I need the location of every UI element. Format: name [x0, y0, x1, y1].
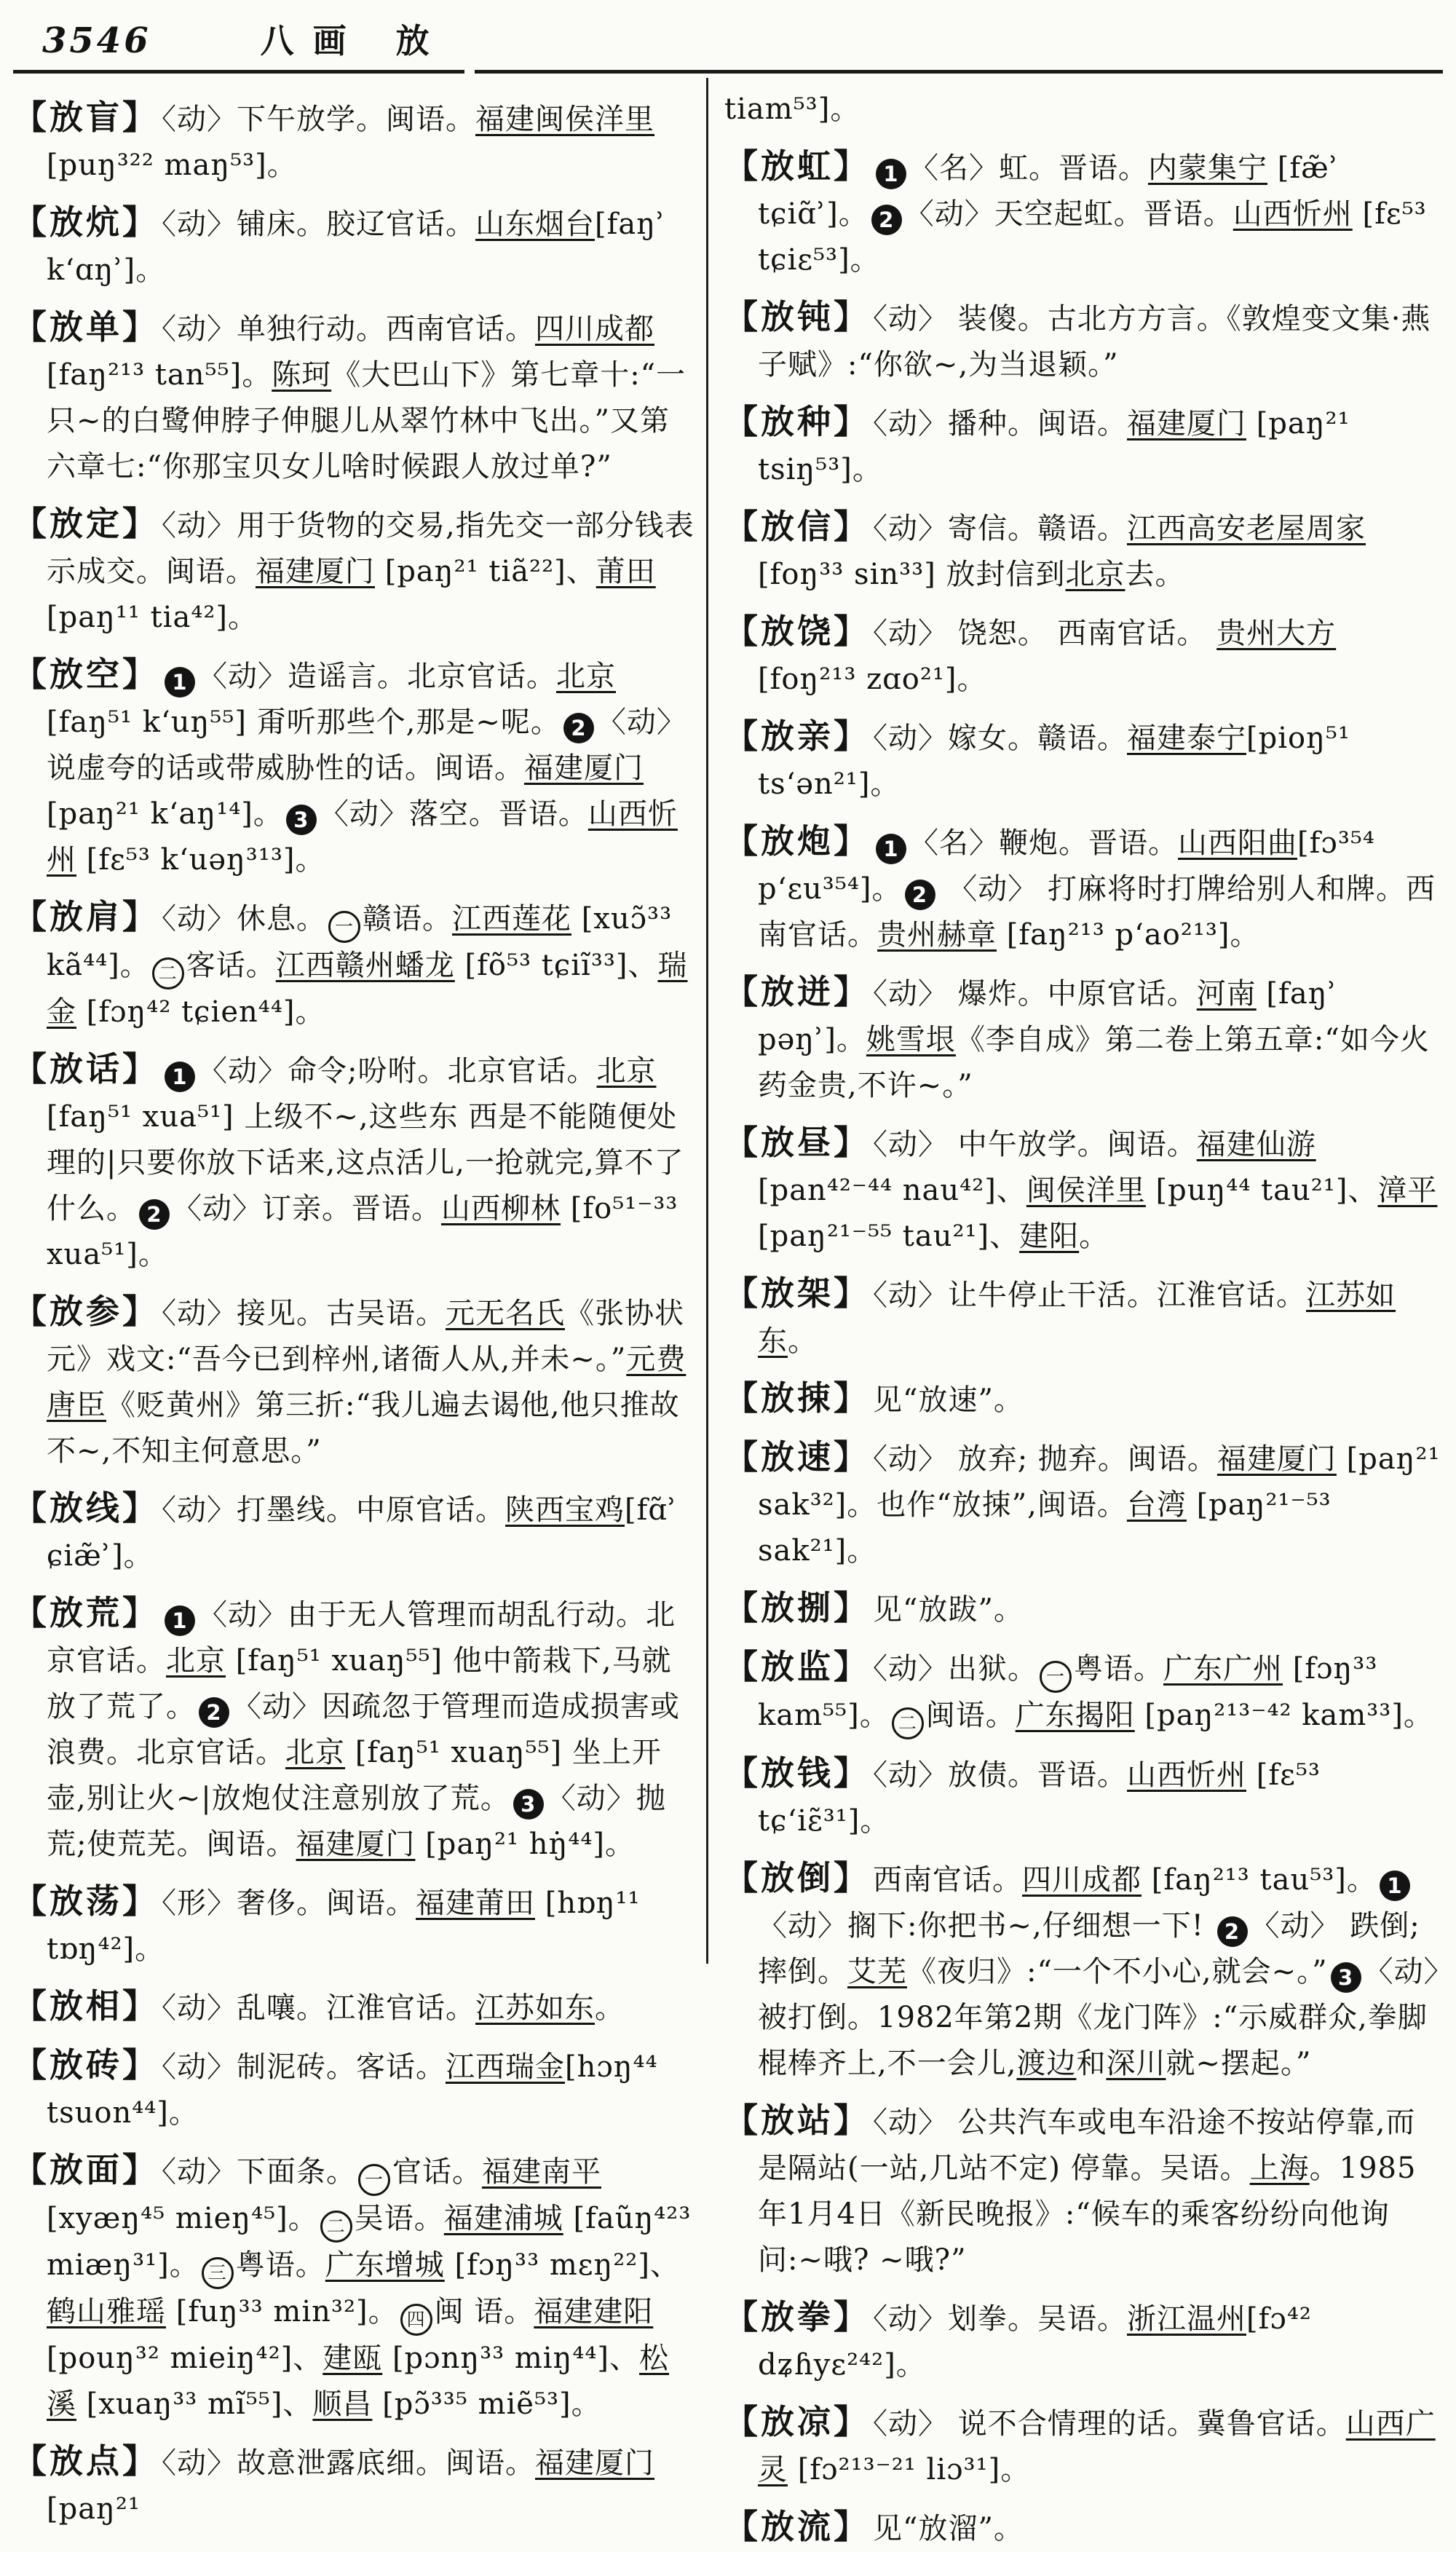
- entry-body: 〈动〉制泥砖。客话。江西瑞金[hɔŋ⁴⁴ tsuon⁴⁴]。: [47, 2050, 658, 2130]
- page-number: 3546: [42, 20, 151, 61]
- entry-body: 1 〈动〉命令;吩咐。北京官话。北京 [faŋ⁵¹ xua⁵¹] 上级不~,这些东 西是不能随便处理的|只要你放下话来,这点活儿,一抢就完,算不了什么。 2 〈动〉订亲。晋语。山西柳林 [fo⁵¹⁻³³ xua⁵¹]。: [47, 1054, 684, 1271]
- entry-body: 〈动〉 装傻。古北方方言。《敦煌变文集·燕子赋》:“你欲~,为当退颖。”: [758, 302, 1431, 382]
- subsense-3-badge: 三: [202, 2257, 234, 2289]
- sense-2-badge: 2: [905, 880, 935, 910]
- dictionary-entry: [724, 609, 1441, 703]
- dictionary-entry: [13, 2438, 696, 2532]
- subsense-1-badge: 一: [358, 2164, 390, 2196]
- entry-body: 〈动〉接见。古吴语。元无名氏《张协状元》戏文:“吾今已到梓州,诸衙人从,并未~。”元费唐臣《贬黄州》第三折:“我儿遍去谒他,他只推故不~,不知主何意思。”: [47, 1297, 687, 1468]
- dictionary-entry: [724, 1434, 1441, 1574]
- entry-body: 1 〈动〉由于无人管理而胡乱行动。北京官话。北京 [faŋ⁵¹ xuaŋ⁵⁵] 他中箭栽下,马就放了荒了。 2 〈动〉因疏忽于管理而造成损害或浪费。北京官话。北京 [faŋ⁵¹ xuaŋ⁵⁵] 坐上开壶,别让火~|放炮仗注意别放了荒。 3 〈动〉抛荒;使荒芜。闽语。福建厦门 [paŋ²¹ hŋ̇⁴⁴]。: [47, 1598, 680, 1861]
- entry-headword: 【放炕】: [13, 202, 159, 242]
- subsense-2-badge: 二: [152, 957, 184, 989]
- entry-body: 〈动〉下午放学。闽语。福建闽侯洋里 [puŋ³²² maŋ⁵³]。: [47, 103, 654, 182]
- entry-headword: 【放倒】: [724, 1858, 870, 1897]
- dictionary-entry: [13, 1879, 696, 1972]
- entry-body: 〈动〉寄信。赣语。江西高安老屋周家 [foŋ³³ sin³³] 放封信到北京去。: [758, 512, 1366, 591]
- entry-body: 〈动〉休息。 一 赣语。江西莲花 [xuɔ̃³³ kã⁴⁴]。 二 客话。江西赣州蟠龙 [fõ⁵³ tɕiĩ³³]、瑞金 [fɔŋ⁴² tɕien⁴⁴]。: [47, 902, 688, 1029]
- entry-headword: 【放钱】: [724, 1753, 870, 1793]
- column-right: [706, 78, 1441, 2546]
- entry-headword: 【放饶】: [724, 612, 870, 651]
- entry-body: 〈动〉用于货物的交易,指先交一部分钱表示成交。闽语。福建厦门 [paŋ²¹ tiã²²]、莆田 [paŋ¹¹ tia⁴²]。: [47, 509, 695, 634]
- dictionary-entry: [724, 1855, 1441, 2087]
- sense-2-badge: 2: [563, 713, 594, 743]
- subsense-2-badge: 二: [892, 1707, 924, 1739]
- entry-headword: 【放捌】: [724, 1588, 870, 1627]
- entry-headword: 【放相】: [13, 1986, 159, 2026]
- entry-body: 〈动〉让牛停止干活。江淮官话。江苏如东。: [758, 1279, 1396, 1358]
- dictionary-entry: [13, 1289, 696, 1474]
- header-rule: [13, 70, 1443, 74]
- entry-body: 见“放跋”。: [873, 1593, 1024, 1627]
- entry-headword: 【放昼】: [724, 1123, 870, 1162]
- dictionary-entry: [724, 969, 1441, 1109]
- entry-headword: 【放捒】: [724, 1378, 870, 1418]
- column-left: [13, 78, 706, 2526]
- entry-headword: 【放站】: [724, 2101, 870, 2140]
- entry-headword: 【放荡】: [13, 1881, 159, 1921]
- entry-body: 〈动〉放债。晋语。山西忻州 [fɛ⁵³ tɕʻiɛ̃³¹]。: [758, 1758, 1321, 1838]
- entry-body: 西南官话。四川成都 [faŋ²¹³ tau⁵³]。 1〈动〉搁下:你把书~,仔细想一下! 2 〈动〉 跌倒; 摔倒。艾芜《夜归》:“一个不小心,就会~。” 3 〈动〉被打倒。1982年第2期《龙门阵》:“示威群众,拳脚棍棒齐上,不一会儿,渡边和深川就~摆起。”: [758, 1863, 1439, 2080]
- entry-headword: 【放空】: [13, 655, 159, 694]
- dictionary-entry: [13, 1046, 696, 1278]
- dictionary-entry: [724, 2098, 1441, 2283]
- entry-body: 〈动〉 中午放学。闽语。福建仙游 [pan⁴²⁻⁴⁴ nau⁴²]、闽侯洋里 [puŋ⁴⁴ tau²¹]、漳平 [paŋ²¹⁻⁵⁵ tau²¹]、建阳。: [758, 1128, 1438, 1253]
- subsense-1-badge: 一: [1040, 1661, 1072, 1693]
- dictionary-entry: [724, 2504, 1441, 2552]
- entry-headword: 【放种】: [724, 402, 870, 441]
- subsense-1-badge: 一: [328, 911, 360, 943]
- entry-body: 见“放溜”。: [873, 2512, 1024, 2545]
- entry-body: 见“放速”。: [873, 1383, 1024, 1417]
- sense-3-badge: 3: [1331, 1962, 1361, 1993]
- dictionary-entry: [724, 399, 1441, 493]
- dictionary-entry: [13, 894, 696, 1035]
- entry-headword: 【放面】: [13, 2150, 159, 2189]
- entry-body: 〈动〉下面条。 一 官话。福建南平 [xyæŋ⁴⁵ mieŋ⁴⁵]。 二 吴语。福建浦城 [faũŋ⁴²³ miæŋ³¹]。 三 粤语。广东增城 [fɔŋ³³ mɛŋ²²]、鹤山雅瑶 [fuŋ³³ min³²]。 四 闽 语。福建建阳[pouŋ³² mieiŋ⁴²]、建瓯 [pɔnŋ³³ miŋ⁴⁴]、松溪 [xuaŋ³³ mĩ⁵⁵]、顺昌 [pɔ̃³³⁵ miẽ⁵³]。: [47, 2155, 692, 2421]
- dictionary-entry: [724, 1750, 1441, 1844]
- dictionary-entry: [724, 1585, 1441, 1633]
- dictionary-entry: [724, 294, 1441, 388]
- entry-headword: 【放虹】: [724, 146, 870, 186]
- section-title: 八画 放: [260, 21, 448, 60]
- entry-headword: 【放盲】: [13, 98, 159, 137]
- dictionary-entry: [13, 501, 696, 641]
- dictionary-entry: [13, 2042, 696, 2136]
- entry-body: 〈动〉 公共汽车或电车沿途不按站停靠,而是隔站(一站,几站不定) 停靠。吴语。上海。1985年1月4日《新民晚报》:“候车的乘客纷纷向他询问:~哦? ~哦?”: [758, 2106, 1417, 2277]
- subsense-2-badge: 二: [320, 2211, 352, 2243]
- sense-1-badge: 1: [165, 1062, 195, 1092]
- dictionary-entry: [724, 2399, 1441, 2493]
- entry-headword: 【放流】: [724, 2507, 870, 2546]
- sense-2-badge: 2: [139, 1199, 170, 1230]
- sense-3-badge: 3: [513, 1789, 544, 1820]
- entry-headword: 【放速】: [724, 1437, 870, 1477]
- dictionary-entry: [724, 714, 1441, 807]
- sense-3-badge: 3: [286, 805, 317, 835]
- dictionary-entry: [724, 1271, 1441, 1364]
- entry-headword: 【放砖】: [13, 2045, 159, 2085]
- entry-headword: 【放定】: [13, 504, 159, 543]
- entry-headword: 【放亲】: [724, 716, 870, 756]
- entry-headword: 【放话】: [13, 1049, 159, 1089]
- sense-1-badge: 1: [165, 1605, 195, 1636]
- text-columns: [13, 78, 1443, 2546]
- entry-headword: 【放迸】: [724, 972, 870, 1011]
- dictionary-entry: [13, 1983, 696, 2031]
- dictionary-entry: [724, 143, 1441, 283]
- entry-headword: 【放拳】: [724, 2297, 870, 2336]
- dictionary-entry: [13, 2147, 696, 2427]
- entry-body: 〈动〉 饶恕。 西南官话。 贵州大方 [foŋ²¹³ zɑo²¹]。: [758, 617, 1337, 696]
- entry-headword: 【放荒】: [13, 1593, 159, 1632]
- entry-continuation: [724, 87, 1441, 133]
- entry-headword: 【放点】: [13, 2441, 159, 2481]
- entry-body: 1 〈名〉虹。晋语。内蒙集宁 [fæ̃ʾ tɕiɑ̃ʾ]。 2 〈动〉天空起虹。晋语。山西忻州 [fɛ⁵³ tɕiɛ⁵³]。: [758, 151, 1427, 277]
- entry-headword: 【放监】: [724, 1647, 870, 1686]
- entry-body: 〈动〉嫁女。赣语。福建泰宁[pioŋ⁵¹ tsʻən²¹]。: [758, 722, 1350, 801]
- sense-1-badge: 1: [876, 834, 906, 864]
- dictionary-entry: [13, 95, 696, 189]
- dictionary-entry: [13, 1485, 696, 1579]
- dictionary-entry: [13, 200, 696, 293]
- dictionary-entry: [13, 652, 696, 883]
- sense-1-badge: 1: [1380, 1870, 1410, 1901]
- dictionary-entry: [724, 1375, 1441, 1423]
- dictionary-entry: [13, 304, 696, 490]
- dictionary-entry: [13, 1590, 696, 1868]
- sense-2-badge: 2: [871, 205, 902, 235]
- dictionary-entry: [724, 1644, 1441, 1739]
- entry-headword: 【放钝】: [724, 297, 870, 336]
- dictionary-entry: [724, 818, 1441, 958]
- dictionary-entry: [724, 1120, 1441, 1260]
- entry-headword: 【放单】: [13, 307, 159, 347]
- entry-body: 〈动〉乱嚷。江淮官话。江苏如东。: [162, 1991, 625, 2025]
- entry-body: 〈动〉 爆炸。中原官话。河南 [faŋʾ pəŋʾ]。姚雪垠《李自成》第二卷上第五章:“如今火药金贵,不许~。”: [758, 977, 1430, 1102]
- entry-body: 〈动〉铺床。胶辽官话。山东烟台[faŋʾ kʻɑŋʾ]。: [47, 208, 666, 287]
- entry-body: 〈动〉 说不合情理的话。冀鲁官话。山西广灵 [fɔ²¹³⁻²¹ liɔ³¹]。: [758, 2407, 1436, 2486]
- entry-body: 〈动〉出狱。 一 粤语。广东广州 [fɔŋ³³ kam⁵⁵]。 二 闽语。广东揭阳 [paŋ²¹³⁻⁴² kam³³]。: [758, 1652, 1433, 1732]
- entry-body: 1 〈名〉鞭炮。晋语。山西阳曲[fɔ³⁵⁴ pʻɛu³⁵⁴]。 2 〈动〉 打麻将时打牌给别人和牌。西南官话。贵州赫章 [faŋ²¹³ pʻao²¹³]。: [758, 826, 1436, 952]
- sense-1-badge: 1: [165, 667, 195, 698]
- entry-headword: 【放信】: [724, 507, 870, 546]
- sense-2-badge: 2: [1217, 1916, 1248, 1947]
- entry-body: 〈动〉划拳。吴语。浙江温州[fɔ⁴² dʑɦyɛ²⁴²]。: [758, 2302, 1312, 2382]
- entry-headword: 【放参】: [13, 1292, 159, 1331]
- entry-body: 〈动〉打墨线。中原官话。陕西宝鸡[fɑ̃ʾ ɕiæ̃ʾ]。: [47, 1493, 678, 1573]
- entry-headword: 【放线】: [13, 1488, 159, 1528]
- entry-body: 〈动〉故意泄露底细。闽语。福建厦门 [paŋ²¹: [47, 2446, 654, 2526]
- subsense-4-badge: 四: [400, 2304, 432, 2336]
- sense-2-badge: 2: [199, 1697, 229, 1728]
- entry-headword: 【放炮】: [724, 821, 870, 861]
- sense-1-badge: 1: [876, 159, 906, 189]
- entry-body: tiam⁵³]。: [724, 92, 860, 126]
- entry-headword: 【放架】: [724, 1273, 870, 1313]
- entry-headword: 【放凉】: [724, 2402, 870, 2441]
- page-header: [13, 10, 1443, 68]
- entry-body: 〈动〉播种。闽语。福建厦门 [paŋ²¹ tsiŋ⁵³]。: [758, 407, 1350, 486]
- entry-body: 〈形〉奢侈。闽语。福建莆田 [hɒŋ¹¹ tɒŋ⁴²]。: [47, 1887, 641, 1966]
- entry-body: 〈动〉单独行动。西南官话。四川成都 [faŋ²¹³ tan⁵⁵]。陈珂《大巴山下》第七章十:“一只~的白鹭伸脖子伸腿儿从翠竹林中飞出。”又第六章七:“你那宝贝女儿啥时候跟人放过单?”: [47, 312, 687, 483]
- entry-body: 〈动〉 放弃; 抛弃。闽语。福建厦门 [paŋ²¹ sak³²]。也作“放捒”,闽语。台湾 [paŋ²¹⁻⁵³ sak²¹]。: [758, 1442, 1441, 1568]
- entry-headword: 【放肩】: [13, 897, 159, 936]
- dictionary-entry: [724, 504, 1441, 598]
- dictionary-entry: [724, 2294, 1441, 2388]
- entry-body: 1 〈动〉造谣言。北京官话。北京[faŋ⁵¹ kʻuŋ⁵⁵] 甭听那些个,那是~呢。 2 〈动〉说虚夸的话或带威胁性的话。闽语。福建厦门 [paŋ²¹ kʻaŋ¹⁴]。 3 〈动〉落空。晋语。山西忻州 [fɛ⁵³ kʻuəŋ³¹³]。: [47, 660, 687, 877]
